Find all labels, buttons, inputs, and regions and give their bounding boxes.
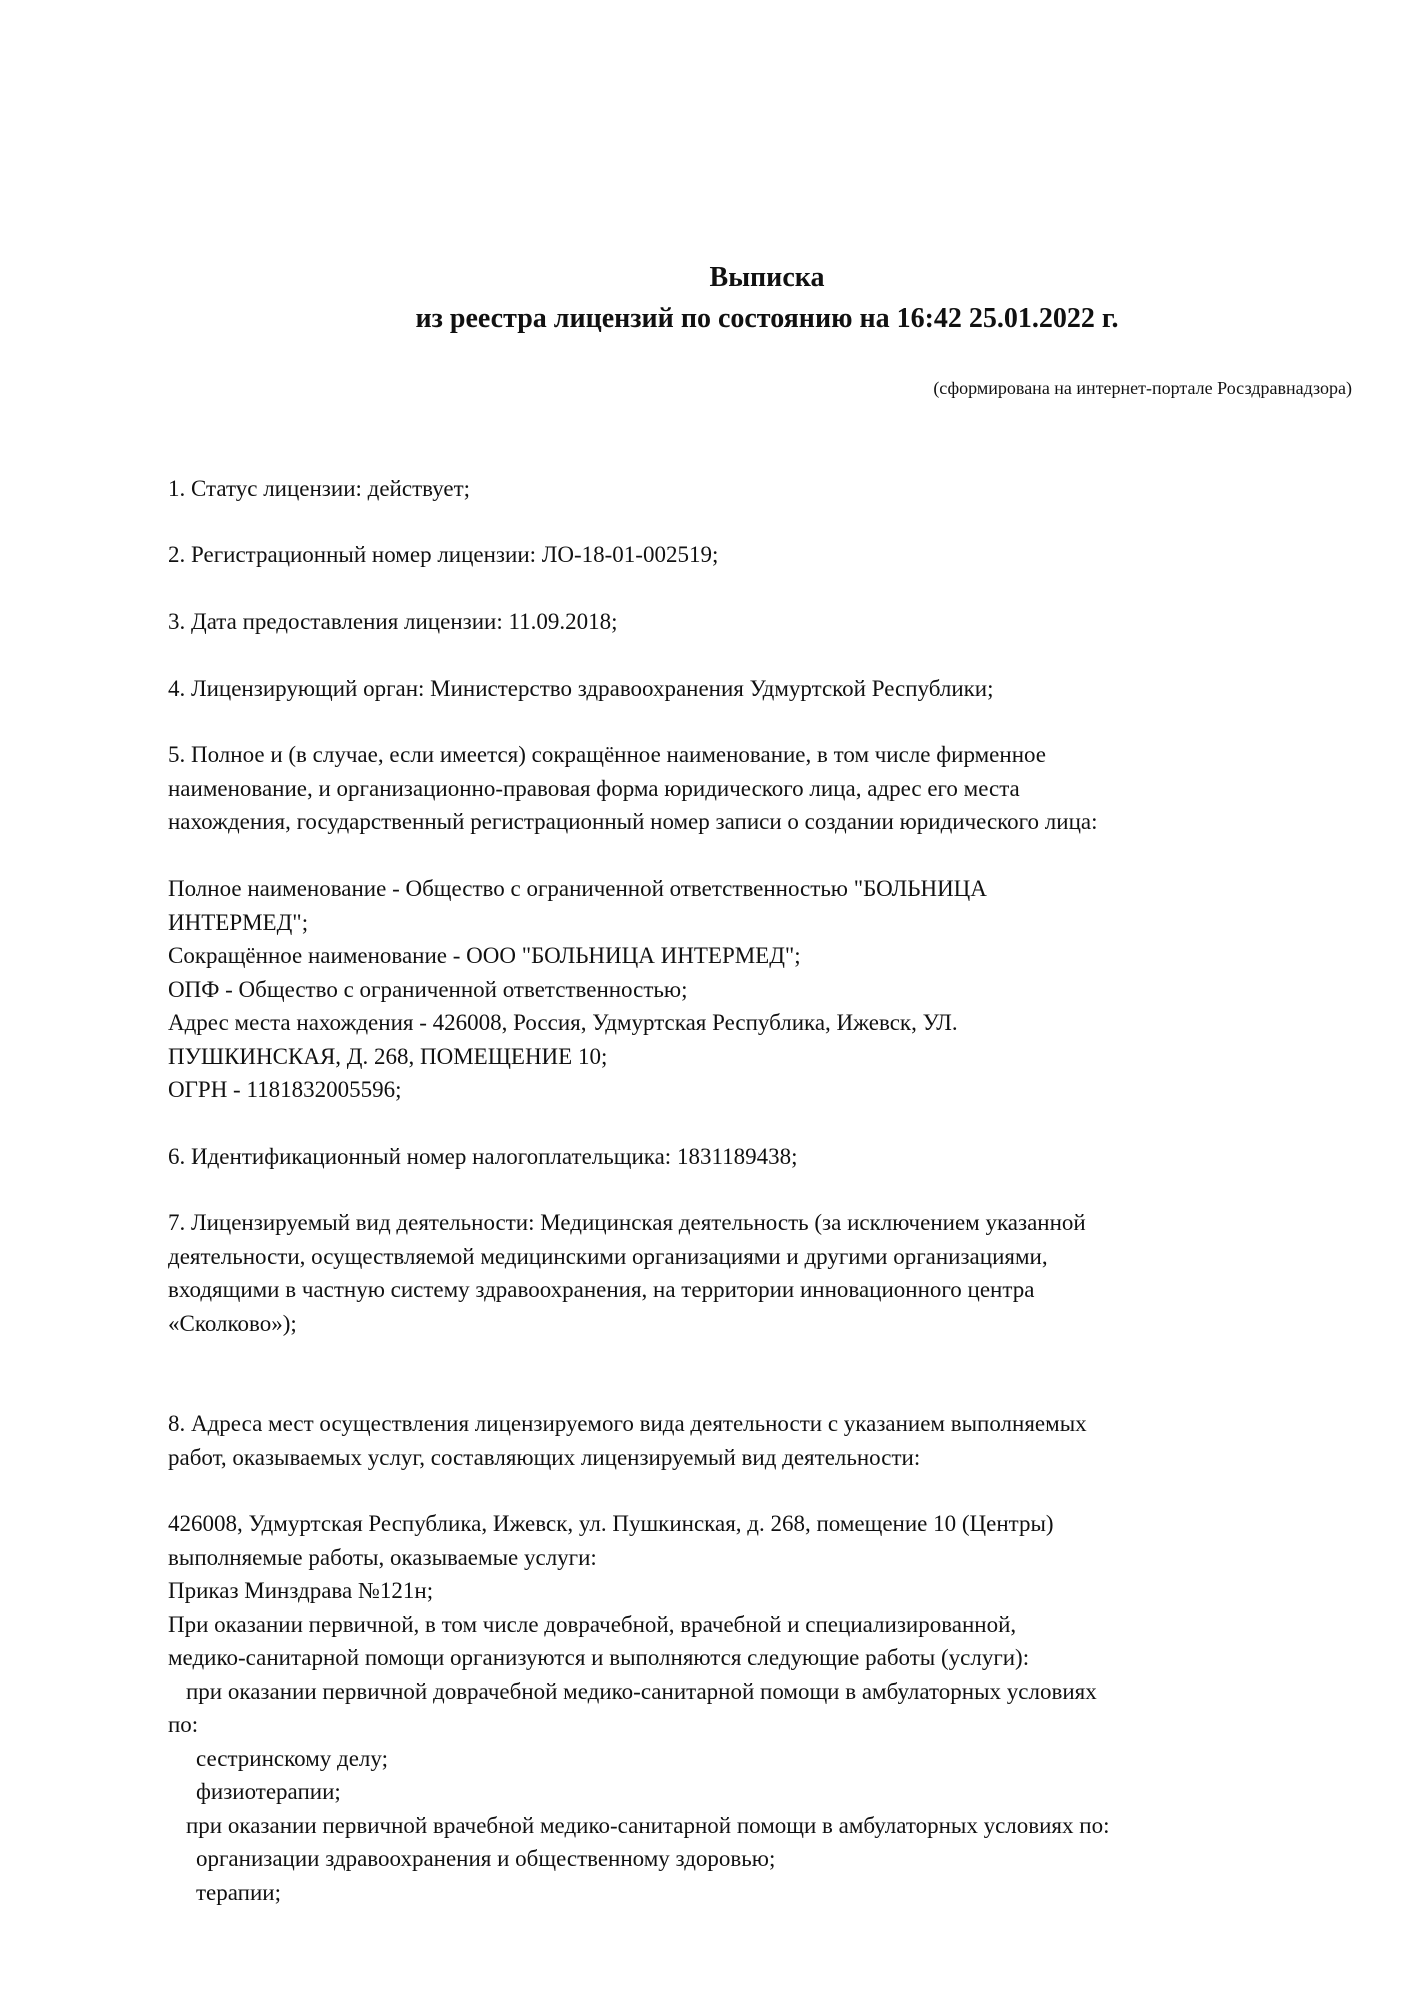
- full-name: Полное наименование - Общество с ограниченной ответственностью "БОЛЬНИЦА: [168, 876, 987, 901]
- organization-details: [168, 872, 1338, 1107]
- short-name: Сокращённое наименование - ООО "БОЛЬНИЦА ИНТЕРМЕД";: [168, 943, 801, 968]
- service-item: терапии;: [196, 1879, 281, 1905]
- service-group-1: при оказании первичной доврачебной медико-санитарной помощи в амбулаторных условиях: [186, 1678, 1097, 1704]
- services-intro-cont: медико-санитарной помощи организуются и выполняются следующие работы (услуги):: [168, 1645, 1030, 1670]
- order-reference: Приказ Минздрава №121н;: [168, 1578, 434, 1603]
- item-activity-addresses: [168, 1407, 1338, 1474]
- full-name-cont: ИНТЕРМЕД";: [168, 909, 309, 935]
- source-note: (сформирована на интернет-портале Росздравнадзора): [933, 378, 1352, 398]
- item-organization-name-heading: [168, 738, 1338, 839]
- service-item: сестринскому делу;: [196, 1745, 388, 1771]
- address-cont: ПУШКИНСКАЯ, Д. 268, ПОМЕЩЕНИЕ 10;: [168, 1043, 608, 1069]
- activity-address: 426008, Удмуртская Республика, Ижевск, ул. Пушкинская, д. 268, помещение 10 (Центры): [168, 1511, 1054, 1536]
- address: Адрес места нахождения - 426008, Россия, Удмуртская Республика, Ижевск, УЛ.: [168, 1010, 958, 1035]
- document-subtitle: из реестра лицензий по состоянию на 16:42 25.01.2022 г.: [415, 303, 1119, 334]
- text-line: входящими в частную систему здравоохранения, на территории инновационного центра: [168, 1277, 1035, 1302]
- item-licensing-authority: 4. Лицензирующий орган: Министерство здравоохранения Удмуртской Республики;: [168, 676, 994, 701]
- text-line: деятельности, осуществляемой медицинскими организациями и другими организациями,: [168, 1243, 1048, 1269]
- item-license-status: 1. Статус лицензии: действует;: [168, 476, 471, 501]
- item-registration-number: 2. Регистрационный номер лицензии: ЛО-18-01-002519;: [168, 542, 719, 567]
- text-line: 8. Адреса мест осуществления лицензируемого вида деятельности с указанием выполняемых: [168, 1411, 1087, 1436]
- text-line: «Сколково»);: [168, 1310, 297, 1336]
- document-title: Выписка: [709, 262, 825, 293]
- item-license-date: 3. Дата предоставления лицензии: 11.09.2018;: [168, 609, 618, 634]
- ogrn: ОГРН - 1181832005596;: [168, 1077, 402, 1102]
- item-activity-type: [168, 1206, 1338, 1340]
- legal-form: ОПФ - Общество с ограниченной ответственностью;: [168, 976, 688, 1002]
- services-intro: При оказании первичной, в том числе доврачебной, врачебной и специализированной,: [168, 1611, 1017, 1637]
- text-line: 5. Полное и (в случае, если имеется) сокращённое наименование, в том числе фирменное: [168, 742, 1046, 767]
- service-item: организации здравоохранения и общественному здоровью;: [196, 1846, 776, 1871]
- activity-address-block: [168, 1507, 1338, 1909]
- text-line: 7. Лицензируемый вид деятельности: Медицинская деятельность (за исключением указанной: [168, 1210, 1086, 1235]
- service-item: физиотерапии;: [196, 1779, 341, 1804]
- text-line: нахождения, государственный регистрационный номер записи о создании юридического лица:: [168, 809, 1098, 834]
- service-group-1-cont: по:: [168, 1712, 199, 1737]
- item-inn: 6. Идентификационный номер налогоплательщика: 1831189438;: [168, 1144, 798, 1169]
- text-line: наименование, и организационно-правовая форма юридического лица, адрес его места: [168, 775, 1020, 801]
- services-label: выполняемые работы, оказываемые услуги:: [168, 1544, 597, 1570]
- text-line: работ, оказываемых услуг, составляющих лицензируемый вид деятельности:: [168, 1444, 921, 1470]
- service-group-2: при оказании первичной врачебной медико-санитарной помощи в амбулаторных условиях по:: [186, 1812, 1110, 1838]
